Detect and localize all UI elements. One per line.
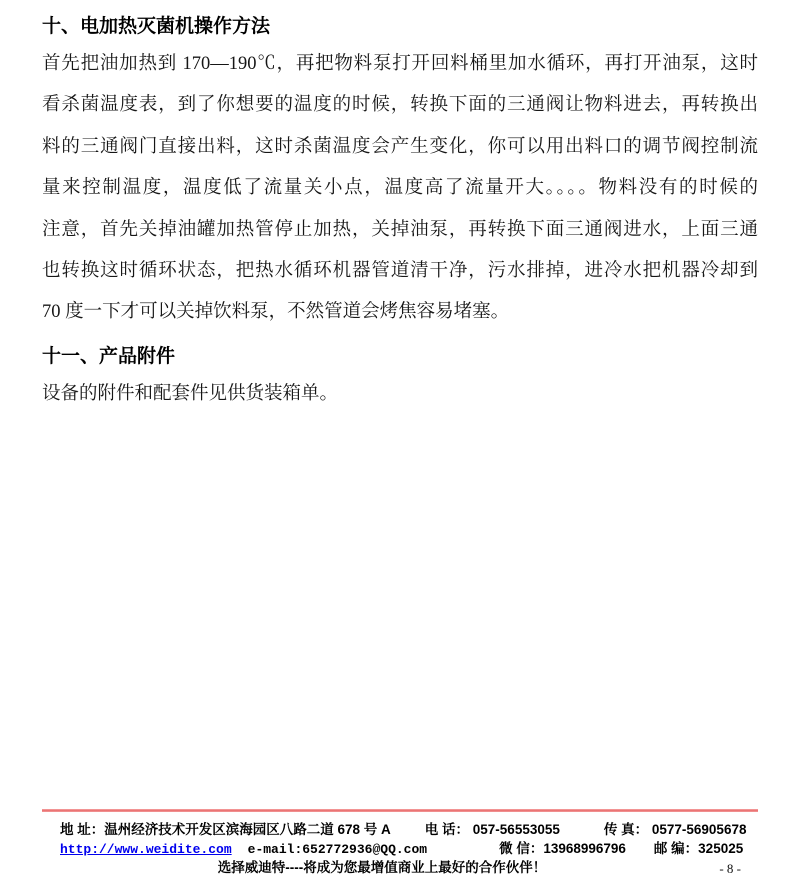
paragraph-line: 70 度一下才可以关掉饮料泵，不然管道会烤焦容易堵塞。 [42,302,510,323]
company-fax: 传 真： 0577-56905678 [603,822,747,837]
paragraph-line: 看杀菌温度表，到了你想要的温度的时候，转换下面的三通阀让物料进去，再转换出 [42,95,758,116]
footer-contact-row-1 [42,820,758,839]
paragraph-line: 设备的附件和配套件见供货装箱单。 [42,383,339,404]
footer-divider-line [42,809,758,812]
company-wechat: 微 信：13968996796 [499,841,626,856]
document-body [42,10,758,415]
footer-slogan: 选择威迪特----将成为您最增值商业上最好的合作伙伴！ [217,860,547,875]
company-email: e-mail:652772936@QQ.com [247,842,428,857]
page-footer [42,820,758,876]
section-11-title: 十一、产品附件 [42,345,176,367]
company-website-link[interactable]: http://www.weidite.com [60,842,232,857]
company-postal-code: 邮 编：325025 [653,841,744,856]
paragraph-line: 注意，首先关掉油罐加热管停止加热，关掉油泵，再转换下面三通阀进水，上面三通 [42,219,758,240]
section-10-title: 十、电加热灭菌机操作方法 [42,16,271,37]
paragraph-line: 量来控制温度，温度低了流量关小点，温度高了流量开大。。。。物料没有的时候的 [42,178,758,199]
page-number: - 8 - [719,861,741,876]
paragraph-line: 料的三通阀门直接出料，这时杀菌温度会产生变化，你可以用出料口的调节阀控制流 [42,136,758,157]
company-address: 地 址：温州经济技术开发区滨海园区八路二道 678 号 A [60,822,391,837]
paragraph-line: 首先把油加热到 170—190℃，再把物料泵打开回料桶里加水循环，再打开油泵，这时 [42,54,758,74]
company-phone: 电 话： 057-56553055 [424,822,560,837]
footer-contact-row-2 [42,839,758,859]
paragraph-line: 也转换这时循环状态，把热水循环机器管道清干净，污水排掉，进冷水把机器冷却到 [42,261,758,282]
